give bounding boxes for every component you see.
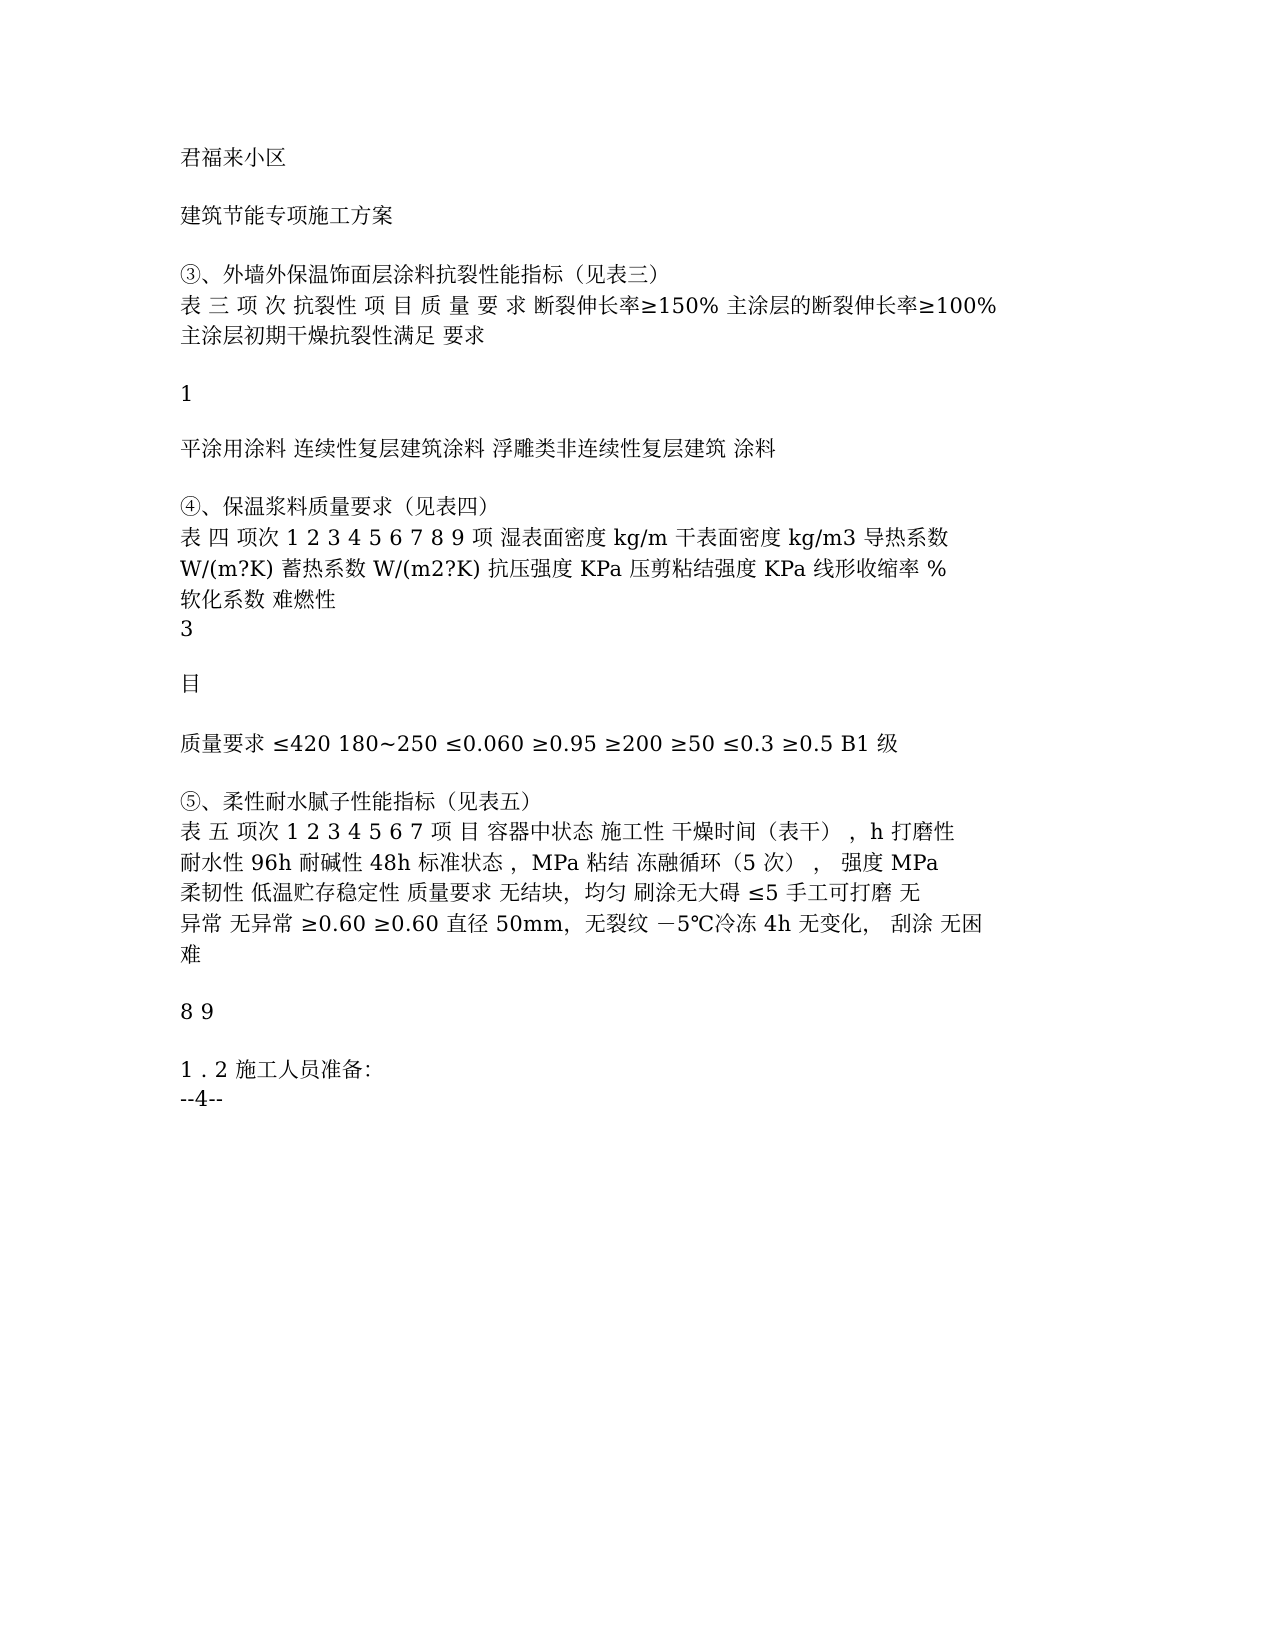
section4-table-line: W/(m?K) 蓄热系数 W/(m2?K) 抗压强度 KPa 压剪粘结强度 KPa 线形收缩率 % (180, 557, 948, 581)
marker-text: 3 (180, 617, 194, 641)
section4-quality-line: 质量要求 ≤420 180~250 ≤0.060 ≥0.95 ≥200 ≥50 ≤0.3 ≥0.5 B1 级 (180, 732, 899, 756)
coating-types-line: 平涂用涂料 连续性复层建筑涂料 浮雕类非连续性复层建筑 涂料 (180, 437, 777, 461)
page-number: --4-- (180, 1087, 224, 1111)
document-title: 建筑节能专项施工方案 (180, 204, 393, 228)
marker-text: 8 9 (180, 1000, 215, 1024)
section4-table-line: 软化系数 难燃性 (180, 588, 337, 612)
project-name: 君福来小区 (180, 146, 287, 170)
section5-table-line: 耐水性 96h 耐碱性 48h 标准状态 ，MPa 粘结 冻融循环（5 次） ， 强度 MPa (180, 851, 939, 875)
marker-text: 目 (180, 672, 202, 696)
marker-text: 1 (180, 382, 194, 406)
section4-heading: ④、保温浆料质量要求（见表四） (180, 495, 500, 519)
section3-heading: ③、外墙外保温饰面层涂料抗裂性能指标（见表三） (180, 263, 670, 287)
section5-table-line: 异常 无异常 ≥0.60 ≥0.60 直径 50mm，无裂纹 －5℃冷冻 4h 无变化， 刮涂 无困 (180, 912, 983, 936)
section3-table-line: 表 三 项 次 抗裂性 项 目 质 量 要 求 断裂伸长率≥150% 主涂层的断裂伸长率≥100% (180, 294, 998, 318)
section-1-2-heading: 1 . 2 施工人员准备： (180, 1058, 385, 1082)
section4-table-line: 表 四 项次 1 2 3 4 5 6 7 8 9 项 湿表面密度 kg/m 干表面密度 kg/m3 导热系数 (180, 526, 949, 550)
section5-table-line: 难 (180, 943, 202, 967)
section5-table-line: 表 五 项次 1 2 3 4 5 6 7 项 目 容器中状态 施工性 干燥时间（表干） ，h 打磨性 (180, 820, 955, 844)
section5-heading: ⑤、柔性耐水腻子性能指标（见表五） (180, 790, 543, 814)
section3-table-line: 主涂层初期干燥抗裂性满足 要求 (180, 324, 486, 348)
section5-table-line: 柔韧性 低温贮存稳定性 质量要求 无结块，均匀 刷涂无大碍 ≤5 手工可打磨 无 (180, 881, 921, 905)
